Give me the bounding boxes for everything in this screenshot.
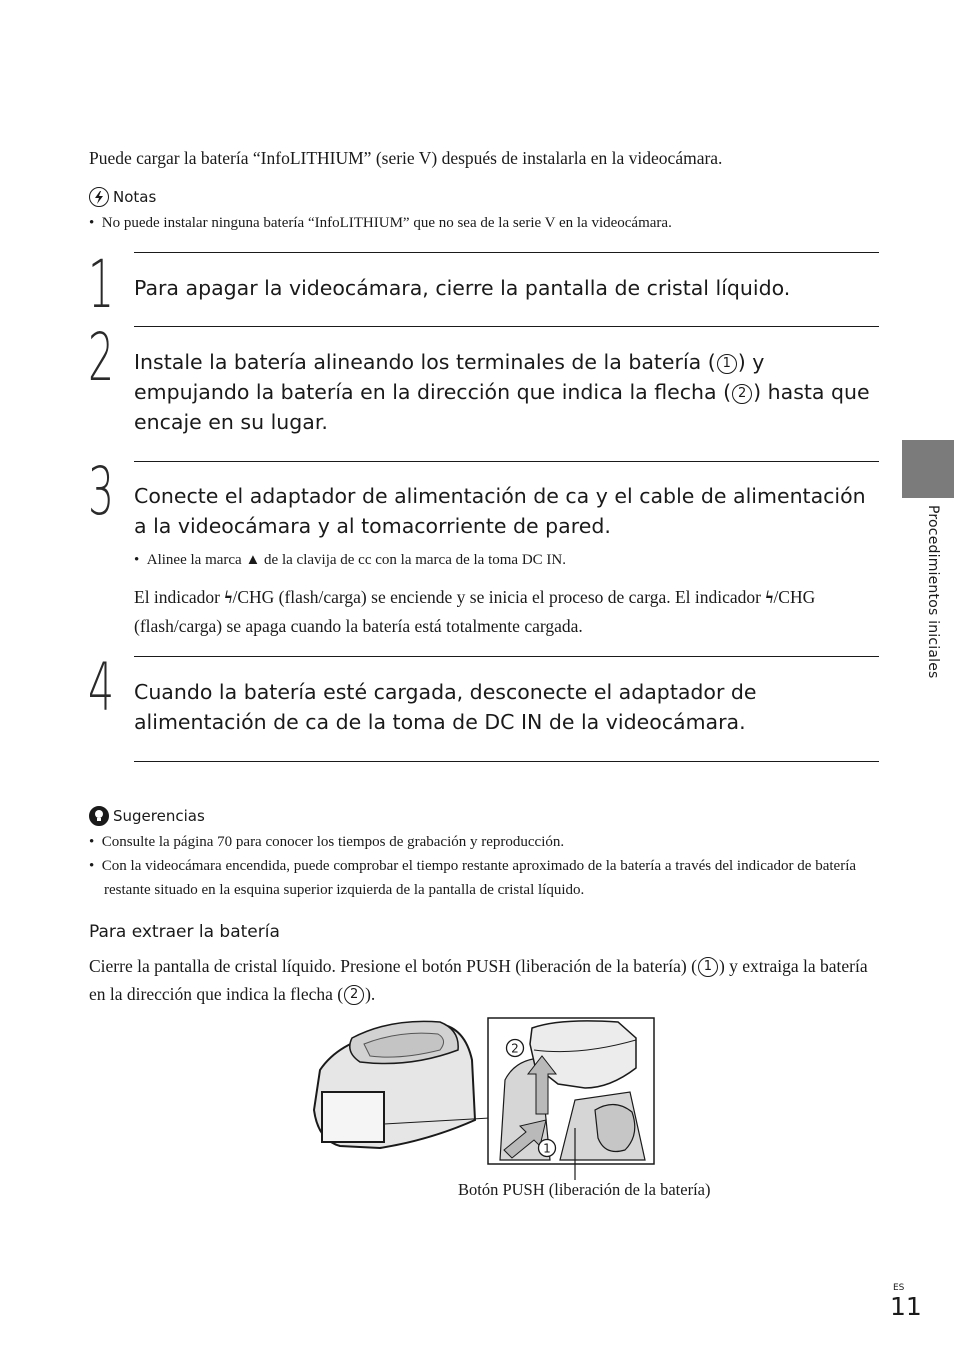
step-2-text-c: ) hasta que encaje en su lugar. — [134, 380, 870, 434]
step-1-text: Para apagar la videocámara, cierre la pantalla de cristal líquido. — [134, 276, 791, 300]
step-2-text — [134, 347, 879, 437]
bullet-mark: • — [134, 552, 140, 568]
remove-heading: Para extraer la batería — [89, 922, 280, 942]
notes-heading — [89, 187, 156, 207]
figure-caption: Botón PUSH (liberación de la batería) — [458, 1180, 711, 1199]
step-3-body — [134, 583, 879, 641]
side-tab-label: Procedimientos iniciales — [925, 505, 941, 679]
tips-item-text: Consulte la página 70 para conocer los tiempos de grabación y reproducción. — [101, 834, 565, 850]
step-divider — [134, 326, 879, 327]
figure-label-1: 1 — [543, 1141, 551, 1156]
step-number: 2 — [88, 319, 115, 396]
step-divider — [134, 252, 879, 253]
step-divider — [134, 761, 879, 762]
step-3-body-a: El indicador — [134, 587, 225, 607]
remove-text-c: ). — [365, 984, 376, 1004]
circled-number-1: 1 — [698, 957, 718, 977]
tips-item — [89, 854, 894, 902]
circled-number-1: 1 — [717, 354, 737, 374]
flash-icon: ϟ — [765, 587, 774, 607]
circled-number-2: 2 — [732, 384, 752, 404]
notes-item — [89, 211, 894, 235]
step-3-bullet — [134, 548, 889, 572]
circled-number-2: 2 — [344, 985, 364, 1005]
remove-paragraph — [89, 952, 879, 1008]
step-3-body-c: /CHG (flash/carga) se apaga cuando la batería está totalmente cargada. — [134, 587, 816, 636]
step-3-bullet-text: Alinee la marca ▲ de la clavija de cc con la marca de la toma DC IN. — [146, 552, 566, 568]
tips-heading — [89, 806, 205, 826]
step-3-text: Conecte el adaptador de alimentación de ca y el cable de alimentación a la videocámara y al tomacorriente de pared. — [134, 484, 866, 538]
flash-icon: ϟ — [224, 587, 233, 607]
notes-item-text: No puede instalar ninguna batería “InfoLITHIUM” que no sea de la serie V en la videocámara. — [101, 215, 672, 231]
tips-heading-label: Sugerencias — [113, 807, 205, 825]
step-number: 3 — [88, 453, 115, 530]
lightbulb-icon — [89, 806, 109, 826]
figure-label-2: 2 — [511, 1041, 519, 1056]
step-number: 4 — [88, 649, 115, 726]
notes-icon — [89, 187, 109, 207]
side-tab-marker — [902, 440, 954, 498]
bullet-mark: • — [89, 858, 95, 874]
tips-item-text: Con la videocámara encendida, puede comprobar el tiempo restante aproximado de la batería a través del indicador de batería restante situado en la esquina superior izquierda de la pantalla de cristal líquido. — [101, 858, 857, 898]
page-number: 11 — [890, 1292, 922, 1321]
intro-paragraph: Puede cargar la batería “InfoLITHIUM” (serie V) después de instalarla en la videocámara. — [89, 148, 723, 168]
remove-text-a: Cierre la pantalla de cristal líquido. Presione el botón PUSH (liberación de la batería) ( — [89, 956, 697, 976]
step-divider — [134, 656, 879, 657]
step-number: 1 — [88, 246, 115, 323]
step-2-text-a: Instale la batería alineando los terminales de la batería ( — [134, 350, 716, 374]
tips-item — [89, 830, 894, 854]
step-4-text: Cuando la batería esté cargada, desconecte el adaptador de alimentación de ca de la toma de DC IN de la videocámara. — [134, 680, 757, 734]
notes-heading-label: Notas — [113, 188, 157, 206]
language-code: ES — [893, 1283, 905, 1293]
step-2-text-b: ) y empujando la batería en la dirección que indica la flecha ( — [134, 350, 765, 404]
bullet-mark: • — [89, 215, 95, 231]
bullet-mark: • — [89, 834, 95, 850]
step-3-body-b: /CHG (flash/carga) se enciende y se inicia el proceso de carga. El indicador — [232, 587, 766, 607]
step-divider — [134, 461, 879, 462]
remove-text-b: ) y extraiga la batería en la dirección que indica la flecha ( — [89, 956, 868, 1004]
